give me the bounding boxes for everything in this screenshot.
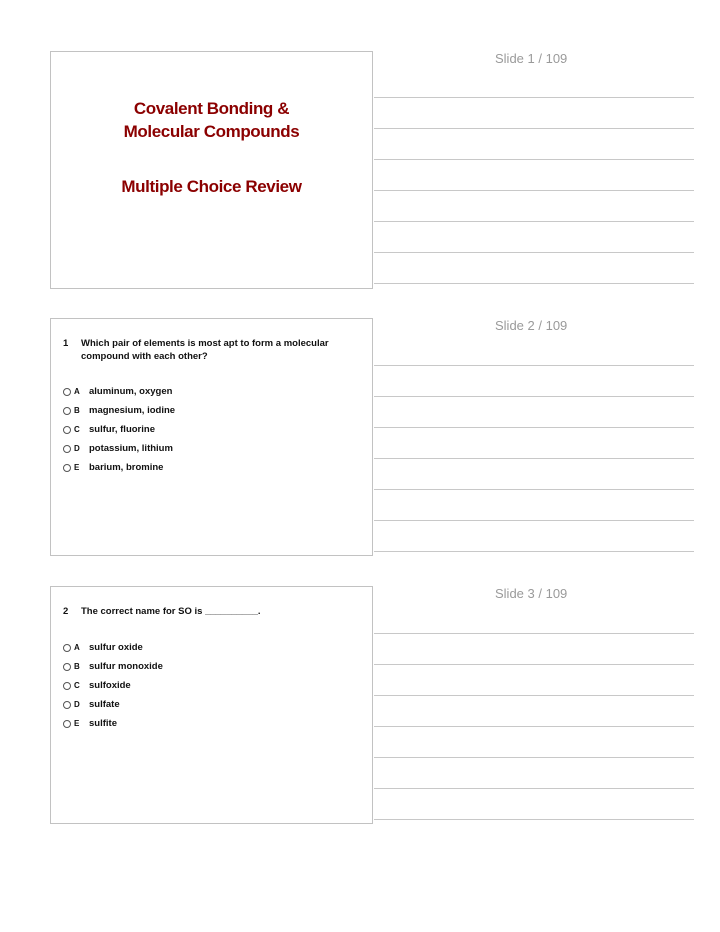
slide-2-label: Slide 2 / 109 [495, 318, 568, 333]
slide-3-label: Slide 3 / 109 [495, 586, 568, 601]
note-line [374, 757, 694, 758]
radio-icon[interactable] [63, 644, 71, 652]
radio-icon[interactable] [63, 663, 71, 671]
note-line [374, 427, 694, 428]
option-d[interactable]: D potassium, lithium [63, 439, 175, 458]
radio-icon[interactable] [63, 701, 71, 709]
note-line [374, 819, 694, 820]
answer-options [63, 638, 163, 733]
note-line [374, 458, 694, 459]
slide-2-thumbnail [50, 318, 373, 556]
slide-3-thumbnail [50, 586, 373, 824]
note-line [374, 788, 694, 789]
title-line-1: Covalent Bonding & [133, 99, 290, 118]
answer-options [63, 382, 175, 477]
note-line [374, 396, 694, 397]
option-d[interactable]: D sulfate [63, 695, 163, 714]
question-text: The correct name for SO is __________. [81, 606, 261, 617]
radio-icon[interactable] [63, 407, 71, 415]
option-c[interactable]: C sulfur, fluorine [63, 420, 175, 439]
note-line [374, 283, 694, 284]
note-line [374, 159, 694, 160]
note-line [374, 365, 694, 366]
note-line [374, 190, 694, 191]
title-line-2: Molecular Compounds [123, 122, 300, 141]
note-line [374, 252, 694, 253]
note-line [374, 664, 694, 665]
question-2 [63, 605, 363, 618]
note-line [374, 489, 694, 490]
note-line [374, 726, 694, 727]
note-line [374, 97, 694, 98]
radio-icon[interactable] [63, 426, 71, 434]
note-line [374, 551, 694, 552]
option-b[interactable]: B magnesium, iodine [63, 401, 175, 420]
note-line [374, 128, 694, 129]
radio-icon[interactable] [63, 445, 71, 453]
option-e[interactable]: E sulfite [63, 714, 163, 733]
note-line [374, 695, 694, 696]
slide-1-thumbnail [50, 51, 373, 289]
option-c[interactable]: C sulfoxide [63, 676, 163, 695]
slide-1-subtitle: Multiple Choice Review [121, 177, 302, 196]
note-line [374, 520, 694, 521]
radio-icon[interactable] [63, 464, 71, 472]
slide-1-label: Slide 1 / 109 [495, 51, 568, 66]
option-e[interactable]: E barium, bromine [63, 458, 175, 477]
radio-icon[interactable] [63, 720, 71, 728]
radio-icon[interactable] [63, 682, 71, 690]
radio-icon[interactable] [63, 388, 71, 396]
note-line [374, 221, 694, 222]
question-text: Which pair of elements is most apt to form a molecular compound with each other? [81, 338, 329, 362]
question-number: 2 [63, 606, 69, 617]
option-a[interactable]: A aluminum, oxygen [63, 382, 175, 401]
question-1 [63, 337, 363, 363]
slide-1-title [51, 97, 372, 198]
option-b[interactable]: B sulfur monoxide [63, 657, 163, 676]
question-number: 1 [63, 338, 69, 349]
note-line [374, 633, 694, 634]
option-a[interactable]: A sulfur oxide [63, 638, 163, 657]
